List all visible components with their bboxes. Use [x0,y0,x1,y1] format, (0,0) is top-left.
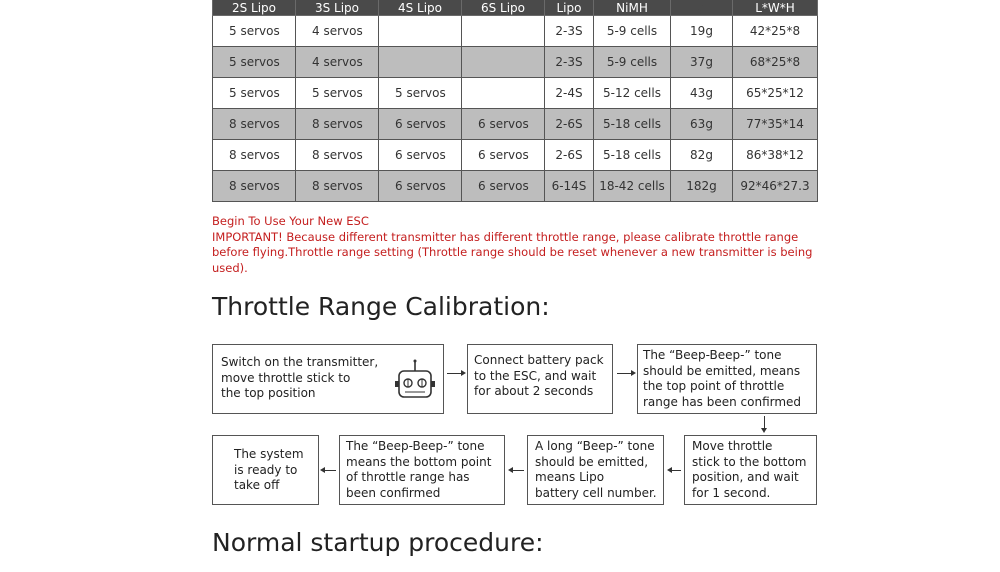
table-cell: 6 servos [379,140,462,171]
table-row [213,47,818,78]
table-cell: 86*38*12 [733,140,818,171]
table-row [213,140,818,171]
step-line: range has been confirmed [643,394,802,409]
notice-important: IMPORTANT! Because different transmitter has different throttle range, please calibrate throttle range before flying.Throttle range setting (Throttle range should be reset whenever a new transmitter is being used). [212,229,813,275]
step-long-beep [527,435,664,505]
step-line: should be emitted, [535,454,649,469]
header-cell: NiMH [594,0,671,16]
flow-arrow-left-icon [508,467,513,473]
table-cell: 5 servos [296,78,379,109]
table-cell [379,47,462,78]
table-cell [379,16,462,47]
notice-title: Begin To Use Your New ESC [212,214,369,228]
step-line: Move throttle [692,439,773,453]
table-row [213,109,818,140]
step-switch-on-transmitter [212,344,444,414]
startup-heading: Normal startup procedure: [212,528,544,557]
step-line: Switch on the transmitter, [221,355,379,369]
step-line: means the bottom point [346,454,492,469]
table-cell: 2-6S [545,140,594,171]
table-cell: 4 servos [296,47,379,78]
table-cell: 2-4S [545,78,594,109]
esc-notice [212,214,822,276]
table-cell: 6 servos [462,140,545,171]
step-connect-battery [467,344,613,414]
table-cell: 6 servos [462,171,545,202]
header-cell: Lipo [545,0,594,16]
table-cell: 5-12 cells [594,78,671,109]
table-cell: 43g [671,78,733,109]
table-cell: 77*35*14 [733,109,818,140]
table-cell: 8 servos [213,109,296,140]
table-header-row [213,0,818,16]
step-line: the top point of throttle [643,379,785,393]
step-line: to the ESC, and wait [474,368,597,383]
table-cell: 182g [671,171,733,202]
esc-spec-table [212,0,818,202]
table-cell: 65*25*12 [733,78,818,109]
flow-arrow-down-icon [761,428,767,433]
flow-arrow-right-icon [631,370,636,376]
table-cell: 5-18 cells [594,109,671,140]
table-cell: 6-14S [545,171,594,202]
header-cell: 6S Lipo [462,0,545,16]
flow-arrow-left-icon [320,467,325,473]
header-cell: 4S Lipo [379,0,462,16]
table-row [213,78,818,109]
step-line: take off [234,478,280,492]
table-cell: 2-3S [545,16,594,47]
step-line: means Lipo [535,470,605,484]
table-cell: 42*25*8 [733,16,818,47]
table-cell: 92*46*27.3 [733,171,818,202]
step-line: should be emitted, means [643,363,801,378]
flow-arrow-left-icon [667,467,672,473]
header-cell: L*W*H [733,0,818,16]
table-cell [462,78,545,109]
step-line: for about 2 seconds [474,384,594,398]
step-bottom-point-confirmed [339,435,505,505]
flow-arrow-line [324,470,336,471]
step-line: Connect battery pack [474,353,604,367]
table-cell: 68*25*8 [733,47,818,78]
table-cell: 8 servos [213,140,296,171]
step-line: The “Beep-Beep-” tone [346,439,485,453]
table-cell: 8 servos [296,109,379,140]
table-cell [462,16,545,47]
step-line: of throttle range has [346,470,470,484]
step-line: been confirmed [346,485,441,500]
table-cell: 6 servos [379,171,462,202]
step-line: stick to the bottom [692,454,807,469]
table-cell: 5 servos [213,47,296,78]
table-cell: 19g [671,16,733,47]
step-line: The “Beep-Beep-” tone [643,348,782,362]
step-line: battery cell number. [535,485,657,500]
step-system-ready [212,435,319,505]
step-line: the top position [221,386,316,400]
table-cell: 18-42 cells [594,171,671,202]
step-line: The system [234,447,304,461]
table-cell: 2-6S [545,109,594,140]
table-cell: 5-9 cells [594,16,671,47]
table-cell: 4 servos [296,16,379,47]
table-cell: 5-18 cells [594,140,671,171]
step-line: A long “Beep-” tone [535,439,655,453]
calibration-heading: Throttle Range Calibration: [212,292,550,321]
flow-arrow-line [512,470,524,471]
table-cell: 5 servos [379,78,462,109]
table-cell: 8 servos [296,140,379,171]
header-cell: 3S Lipo [296,0,379,16]
header-cell: 2S Lipo [213,0,296,16]
step-move-stick-bottom [684,435,817,505]
table-cell: 63g [671,109,733,140]
table-cell: 2-3S [545,47,594,78]
step-line: position, and wait [692,470,799,484]
flow-arrow-right-icon [461,370,466,376]
flow-arrow-line [671,470,681,471]
step-line: move throttle stick to [221,370,351,385]
table-cell: 8 servos [296,171,379,202]
table-cell: 5 servos [213,16,296,47]
table-row [213,16,818,47]
header-cell: g [671,0,733,16]
step-line: is ready to [234,462,298,477]
table-cell: 5 servos [213,78,296,109]
table-cell: 82g [671,140,733,171]
table-cell: 37g [671,47,733,78]
table-row [213,171,818,202]
table-cell: 5-9 cells [594,47,671,78]
flow-arrow-line [447,373,462,374]
table-cell: 6 servos [379,109,462,140]
table-cell: 8 servos [213,171,296,202]
table-cell [462,47,545,78]
table-cell: 6 servos [462,109,545,140]
flow-arrow-line [617,373,632,374]
step-top-point-confirmed [637,344,817,414]
step-line: for 1 second. [692,485,771,500]
radio-transmitter-icon [395,359,435,401]
